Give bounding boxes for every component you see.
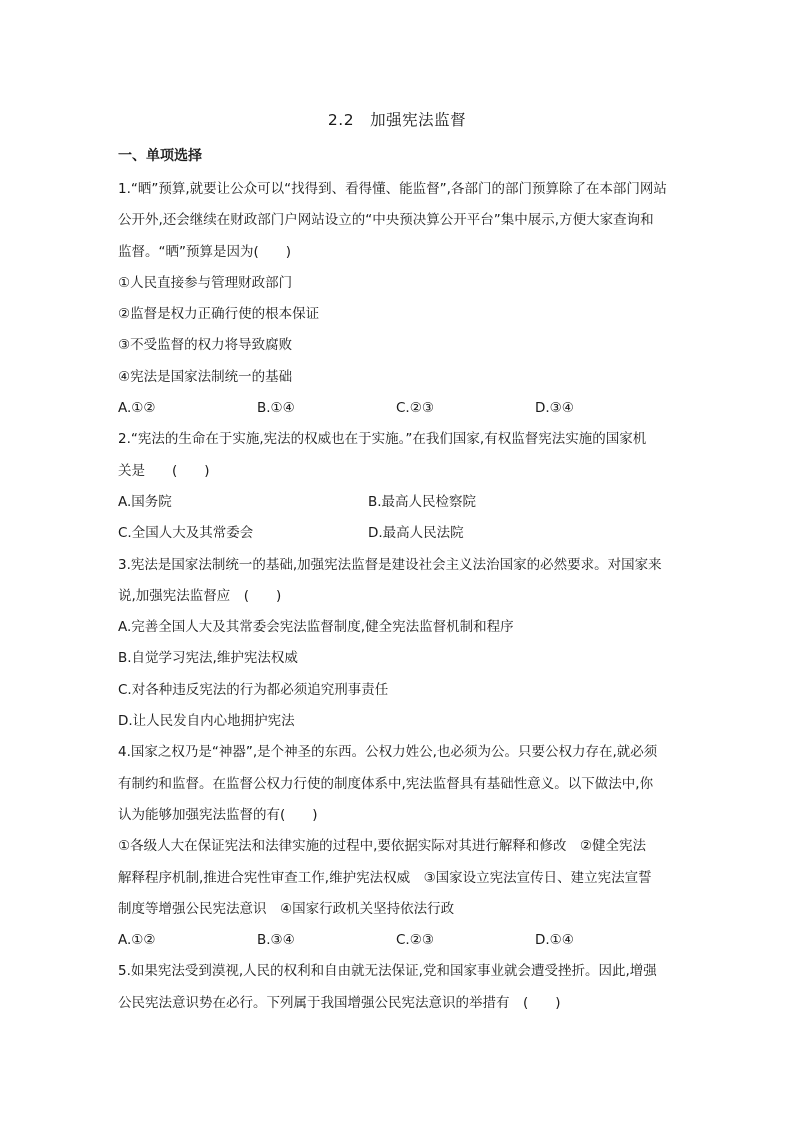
option-c: C.②③ [396,932,434,949]
section-heading: 一、单项选择 [118,148,202,164]
question-4-text: 解释程序机制,推进合宪性审查工作,维护宪法权威 ③国家设立宪法宣传日、建立宪法宣誓 [118,869,652,886]
question-5-text: 5.如果宪法受到漠视,人民的权利和自由就无法保证,党和国家事业就会遭受挫折。因此,增强 [118,963,657,980]
question-1-item: ①人民直接参与管理财政部门 [118,274,293,291]
question-1-text: 1.“晒”预算,就要让公众可以“找得到、看得懂、能监督”,各部门的部门预算除了在本部门网站 [118,181,667,197]
question-4-options [118,925,678,956]
question-3-text: 说,加强宪法监督应 ( ) [118,587,282,604]
page-title: 2.2 加强宪法监督 [327,111,467,129]
option-a: A.国务院 [118,493,172,510]
question-2-text: 关是 ( ) [118,462,210,479]
option-a: A.完善全国人大及其常委会宪法监督制度,健全宪法监督机制和程序 [118,619,514,636]
option-b: B.自觉学习宪法,维护宪法权威 [118,650,298,667]
question-1-item: ②监督是权力正确行使的根本保证 [118,306,320,323]
option-b: B.①④ [257,400,295,417]
option-d: D.最高人民法院 [368,525,464,542]
option-c: C.②③ [396,400,434,417]
option-d: D.①④ [535,932,574,949]
question-5-text: 公民宪法意识势在必行。下列属于我国增强公民宪法意识的举措有 ( ) [118,994,561,1011]
question-1-text: 监督。“晒”预算是因为( ) [118,243,292,260]
question-1-item: ④宪法是国家法制统一的基础 [118,368,293,385]
question-4-text: 制度等增强公民宪法意识 ④国家行政机关坚持依法行政 [118,900,455,917]
option-c: C.全国人大及其常委会 [118,525,254,542]
question-2-text: 2.“宪法的生命在于实施,宪法的权威也在于实施。”在我们国家,有权监督宪法实施的国家机 [118,431,647,448]
question-4-text: 4.国家之权乃是“神器”,是个神圣的东西。公权力姓公,也必须为公。只要公权力存在,就必须 [118,744,658,761]
option-b: B.最高人民检察院 [368,493,477,510]
question-4-text: 有制约和监督。在监督公权力行使的制度体系中,宪法监督具有基础性意义。以下做法中,你 [118,775,654,792]
question-1-text: 公开外,还会继续在财政部门户网站设立的“中央预决算公开平台”集中展示,方便大家查询和 [118,212,654,229]
question-1-options [118,393,678,424]
question-4-text: 认为能够加强宪法监督的有( ) [118,806,318,823]
option-d: D.③④ [535,400,574,417]
question-2-options [118,487,678,518]
question-1-item: ③不受监督的权力将导致腐败 [118,337,293,354]
question-2-options [118,518,678,549]
option-a: A.①② [118,400,156,417]
question-4-text: ①各级人大在保证宪法和法律实施的过程中,要依据实际对其进行解释和修改 ②健全宪法 [118,838,646,855]
question-3-text: 3.宪法是国家法制统一的基础,加强宪法监督是建设社会主义法治国家的必然要求。对国家来 [118,556,662,573]
question-body [118,174,678,1019]
option-a: A.①② [118,932,156,949]
option-d: D.让人民发自内心地拥护宪法 [118,713,295,730]
option-b: B.③④ [257,932,295,949]
option-c: C.对各种违反宪法的行为都必须追究刑事责任 [118,681,389,698]
